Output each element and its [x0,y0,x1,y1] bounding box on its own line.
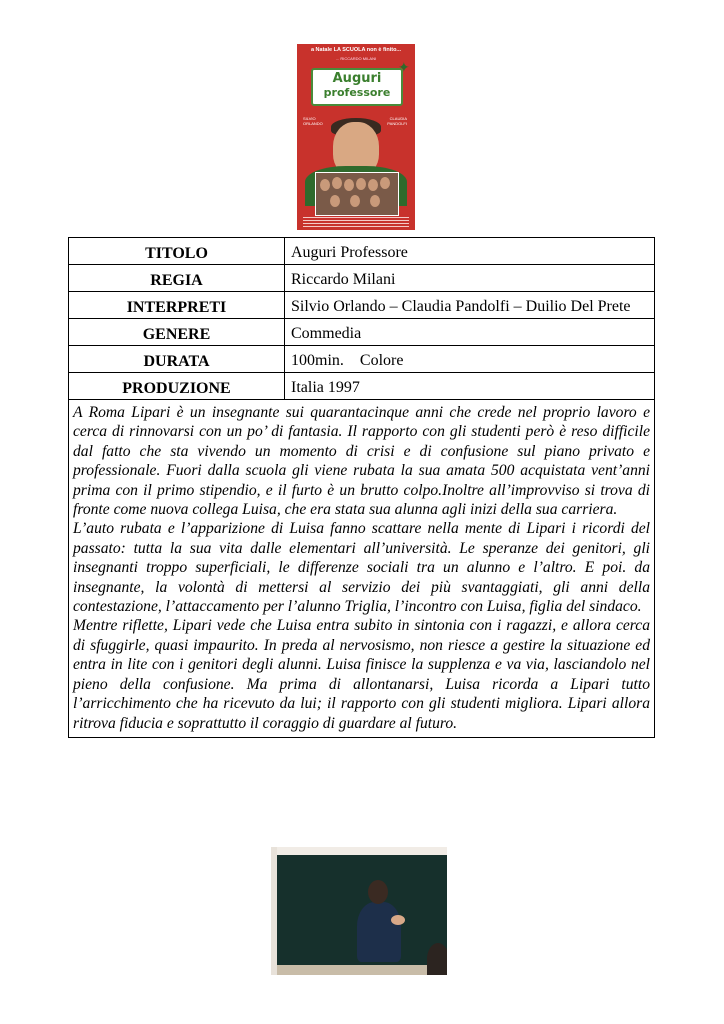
teacher-hands [391,915,405,925]
film-info-table [68,237,655,738]
plot-paragraph-2: L’auto rubata e l’apparizione di Luisa fanno scattare nella mente di Lipari i ricordi del passato: tutta la sua vita dalle elementari all’università. Le speranze dei genitori, gli insegnanti troppo superficiali, le differenze sociali tra un alunno e l’altro. E poi. da insegnante, la volontà di mettersi al servizio dei più svantaggiati, gli anni della contestazione, l’attaccamento per l’alunno Triglia, l’incontro con Luisa, figlia del sindaco. [73,520,650,616]
label-durata: DURATA [69,346,285,373]
student-figure [427,943,447,975]
poster-tagline: a Natale LA SCUOLA non è finito... [310,47,402,53]
poster-title [311,68,403,106]
label-titolo: TITOLO [69,238,285,265]
value-genere: Commedia [285,319,655,346]
table-row [69,346,655,373]
plot-summary [69,400,655,738]
table-row [69,319,655,346]
poster-credits [303,217,409,227]
label-interpreti: INTERPRETI [69,292,285,319]
label-regia: REGIA [69,265,285,292]
poster-actor-right-last: PANDOLFI [387,121,407,126]
poster-title-line1: Auguri [332,71,382,86]
label-genere: GENERE [69,319,285,346]
blackboard-ledge [277,965,447,975]
holly-icon: ✦ [398,61,410,76]
plot-row [69,400,655,738]
plot-paragraph-3: Mentre riflette, Lipari vede che Luisa entra subito in sintonia con i ragazzi, e allora cerca di sfuggirle, quasi impaurito. In preda al nervosismo, non riesce a gestire la situazione ed entra in lite con i genitori degli alunni. Luisa finisce la supplenza e va via, lasciandolo nel pieno della confusione. Ma prima di allontanarsi, Luisa ricorda a Lipari tutto l’arricchimento che ha ricevuto da lui; il rapporto con gli studenti migliora. Lipari allora ritrova fiducia e soprattutto il coraggio di guardare al futuro. [73,617,650,732]
movie-poster [297,44,415,230]
table-row [69,373,655,400]
poster-director: ... RICCARDO MILANI [335,56,377,61]
table-row [69,292,655,319]
teacher-figure [357,902,401,962]
poster-actor-left [303,116,323,126]
value-titolo: Auguri Professore [285,238,655,265]
label-produzione: PRODUZIONE [69,373,285,400]
poster-title-line2: professore [323,86,391,99]
value-interpreti: Silvio Orlando – Claudia Pandolfi – Duilio Del Prete [285,292,655,319]
poster-actor-left-last: ORLANDO [303,121,323,126]
classroom-photo [271,847,447,975]
table-row [69,238,655,265]
poster-actor-right [387,116,407,126]
value-durata: 100min. Colore [285,346,655,373]
poster-actor-right-first: CLAUDIA [389,116,407,121]
table-row [69,265,655,292]
poster-students-photo [315,172,399,216]
value-produzione: Italia 1997 [285,373,655,400]
poster-actor-left-first: SILVIO [303,116,316,121]
plot-paragraph-1: A Roma Lipari è un insegnante sui quarantacinque anni che crede nel proprio lavoro e cerca di rinnovarsi con un po’ di fantasia. Il rapporto con gli studenti però è reso difficile dal fatto che sta vivendo un momento di crisi e di confusione sul piano privato e professionale. Fuori dalla scuola gli viene rubata la sua amata 500 acquistata vent’anni prima con il primo stipendio, e il furto è un brutto colpo.Inoltre all’improvviso si trova di fronte come nuova collega Luisa, che era stata sua alunna agli inizi della sua carriera. [73,404,650,519]
value-regia: Riccardo Milani [285,265,655,292]
teacher-head [368,880,388,904]
